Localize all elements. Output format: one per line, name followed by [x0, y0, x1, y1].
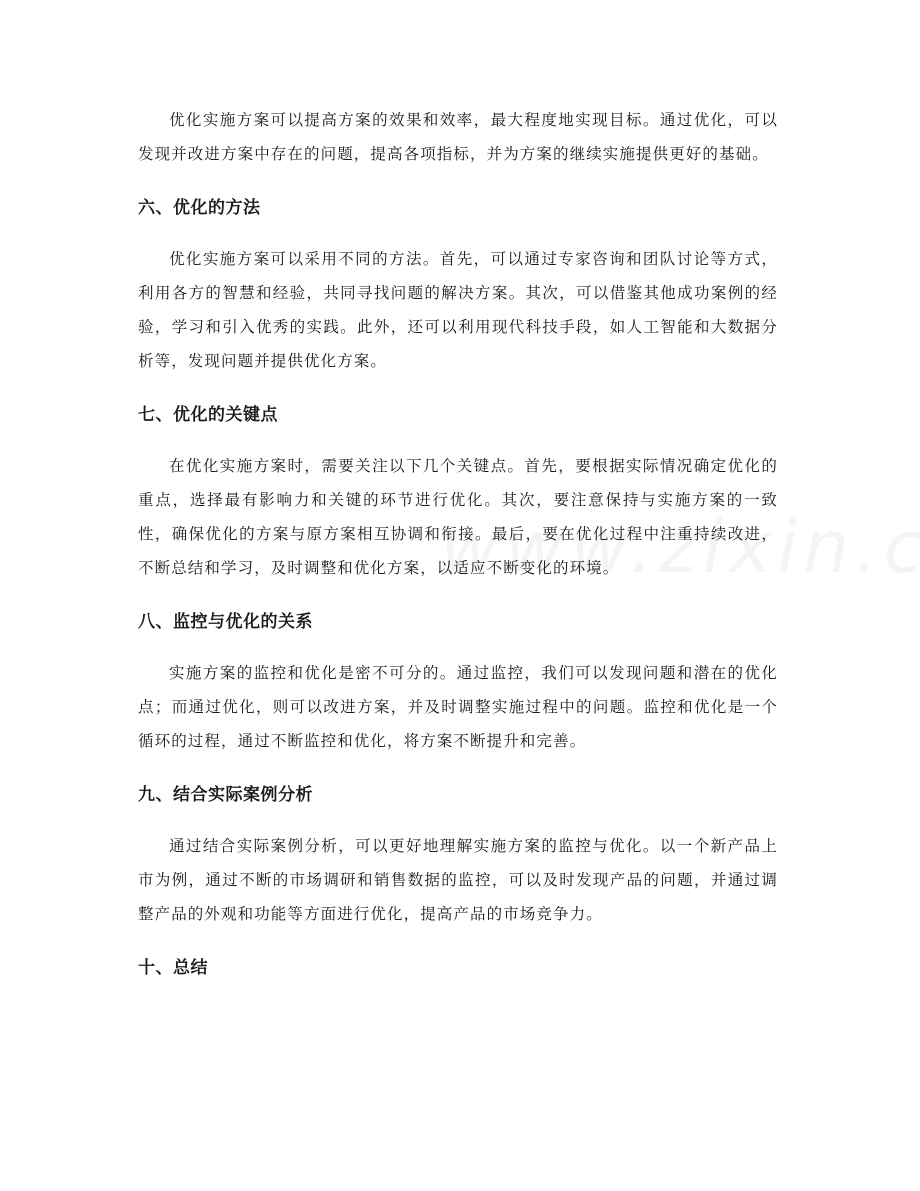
paragraph-key-points: 在优化实施方案时，需要关注以下几个关键点。首先，要根据实际情况确定优化的重点，选择最有影响力和关键的环节进行优化。其次，要注意保持与实施方案的一致性，确保优化的方案与原方案相互协调和衔接。最后，要在优化过程中注重持续改进，不断总结和学习，及时调整和优化方案，以适应不断变化的环境。 — [138, 457, 778, 577]
paragraph-case-analysis: 通过结合实际案例分析，可以更好地理解实施方案的监控与优化。以一个新产品上市为例，通过不断的市场调研和销售数据的监控，可以及时发现产品的问题，并通过调整产品的外观和功能等方面进行优化，提高产品的市场竞争力。 — [138, 837, 778, 923]
paragraph-optimization-methods: 优化实施方案可以采用不同的方法。首先，可以通过专家咨询和团队讨论等方式，利用各方的智慧和经验，共同寻找问题的解决方案。其次，可以借鉴其他成功案例的经验，学习和引入优秀的实践。此外，还可以利用现代科技手段，如人工智能和大数据分析等，发现问题并提供优化方案。 — [138, 250, 778, 370]
heading-key-points: 七、优化的关键点 — [138, 405, 278, 425]
paragraph-monitoring-relation: 实施方案的监控和优化是密不可分的。通过监控，我们可以发现问题和潜在的优化点；而通过优化，则可以改进方案，并及时调整实施过程中的问题。监控和优化是一个循环的过程，通过不断监控和优化，将方案不断提升和完善。 — [138, 664, 778, 750]
document-body — [138, 103, 778, 1002]
heading-optimization-methods: 六、优化的方法 — [138, 198, 261, 218]
heading-monitoring-relation: 八、监控与优化的关系 — [138, 612, 313, 632]
heading-case-analysis: 九、结合实际案例分析 — [138, 785, 313, 805]
paragraph-intro: 优化实施方案可以提高方案的效果和效率，最大程度地实现目标。通过优化，可以发现并改进方案中存在的问题，提高各项指标，并为方案的继续实施提供更好的基础。 — [138, 111, 778, 163]
heading-summary: 十、总结 — [138, 958, 208, 978]
